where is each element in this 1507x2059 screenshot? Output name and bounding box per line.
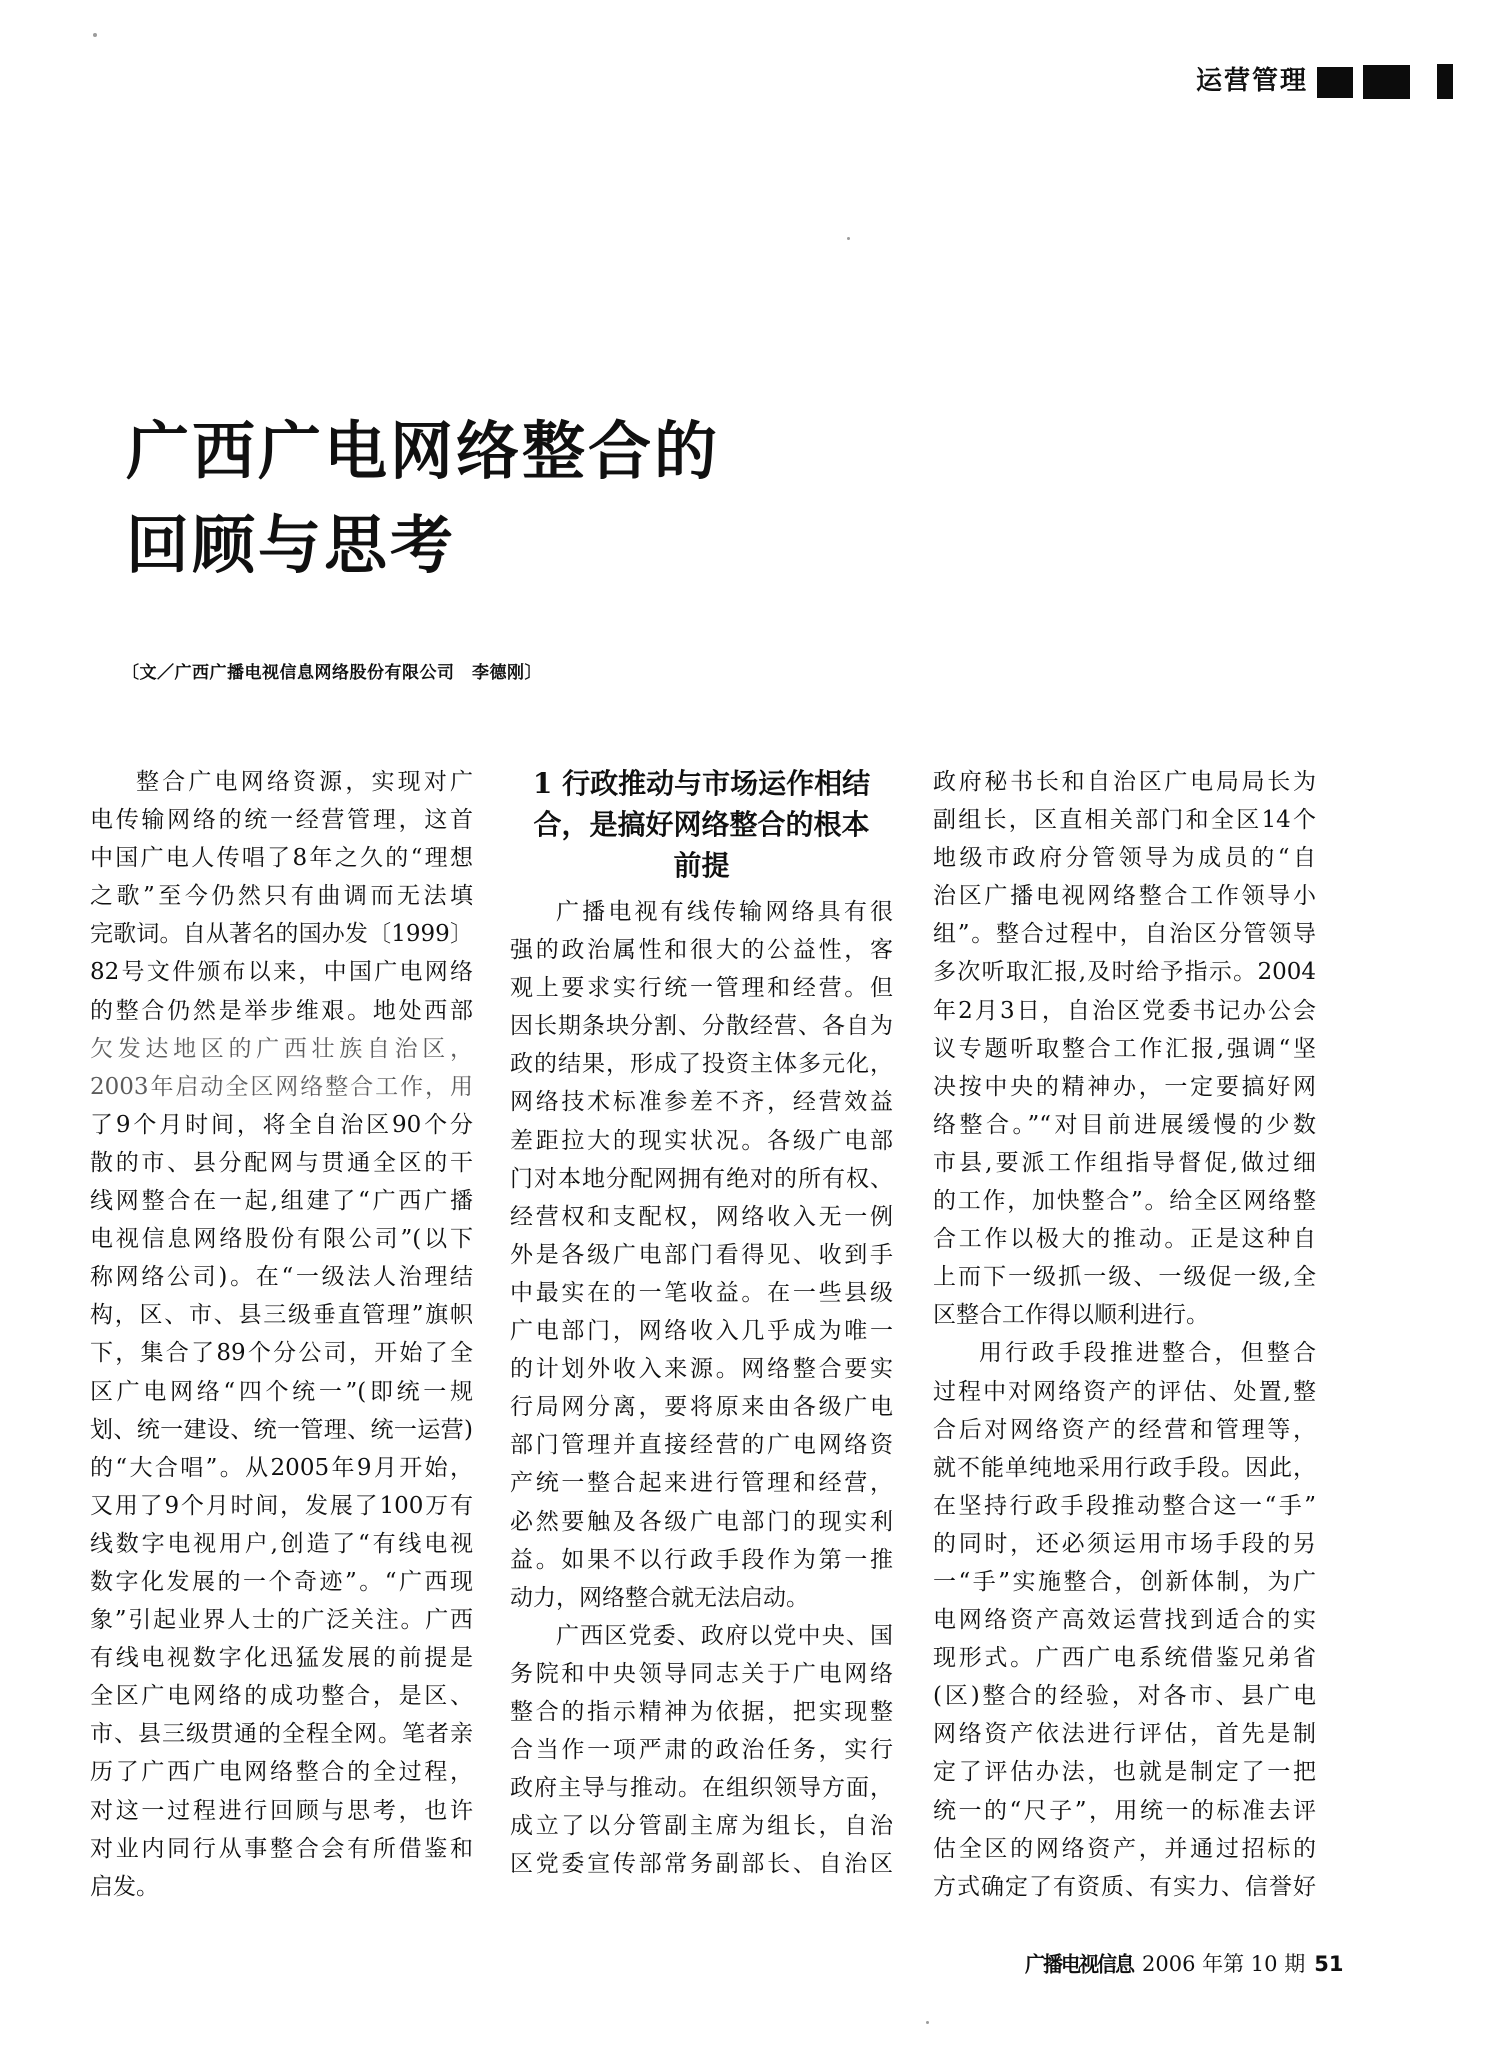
journal-logo: 广播电视信息 xyxy=(1025,1951,1133,1977)
text-line: 年2月3日，自治区党委书记办公会 xyxy=(933,997,1316,1024)
byline: 〔文／广西广播电视信息网络股份有限公司 李德刚〕 xyxy=(122,663,542,683)
text-line: 方式确定了有资质、有实力、信誉好 xyxy=(933,1873,1316,1900)
text-line: 治区广播电视网络整合工作领导小 xyxy=(933,883,1316,910)
text-line: 数字化发展的一个奇迹”。“广西现 xyxy=(90,1568,473,1595)
section-heading-line: 合，是搞好网络整合的根本 xyxy=(533,808,870,841)
text-line: 用行政手段推进整合，但整合 xyxy=(979,1340,1316,1367)
text-line: 广电部门，网络收入几乎成为唯一 xyxy=(510,1318,893,1345)
text-line: 线数字电视用户,创造了“有线电视 xyxy=(90,1530,473,1557)
article-title-line2: 回顾与思考 xyxy=(126,508,456,582)
text-line: 定了评估办法，也就是制定了一把 xyxy=(933,1759,1316,1786)
text-line: 经营权和支配权，网络收入无一例 xyxy=(510,1203,893,1230)
text-line: 外是各级广电部门看得见、收到手 xyxy=(510,1241,893,1268)
text-line: 强的政治属性和很大的公益性，客 xyxy=(510,937,893,964)
text-line: 合工作以极大的推动。正是这种自 xyxy=(933,1226,1316,1253)
text-line: 对这一过程进行回顾与思考，也许 xyxy=(90,1797,473,1824)
scan-speck xyxy=(93,33,97,37)
scan-speck xyxy=(847,237,850,240)
text-line: 一“手”实施整合，创新体制，为广 xyxy=(933,1568,1316,1595)
text-line: 对业内同行从事整合会有所借鉴和 xyxy=(90,1835,473,1862)
text-line: 络整合。”“对目前进展缓慢的少数 xyxy=(933,1111,1316,1138)
text-line: 现形式。广西广电系统借鉴兄弟省 xyxy=(933,1645,1316,1672)
page-number: 51 xyxy=(1314,1952,1344,1976)
text-line: 行局网分离，要将原来由各级广电 xyxy=(510,1394,893,1421)
header-decor-square-1 xyxy=(1317,67,1353,98)
text-line: 的同时，还必须运用市场手段的另 xyxy=(933,1530,1316,1557)
text-line: 之歌”至今仍然只有曲调而无法填 xyxy=(90,883,473,910)
text-line: 2003年启动全区网络整合工作，用 xyxy=(90,1073,473,1100)
section-label: 运营管理 xyxy=(1196,66,1309,96)
text-line: 估全区的网络资产，并通过招标的 xyxy=(933,1835,1316,1862)
text-line: 市县,要派工作组指导督促,做过细 xyxy=(933,1149,1316,1176)
text-line: 统一的“尺子”，用统一的标准去评 xyxy=(933,1797,1316,1824)
page-footer xyxy=(1025,1948,1343,1978)
text-line: 的“大合唱”。从2005年9月开始， xyxy=(90,1454,473,1481)
text-line: 区党委宣传部常务副部长、自治区 xyxy=(510,1851,893,1878)
text-line: 中最实在的一笔收益。在一些县级 xyxy=(510,1279,893,1306)
text-line: 门对本地分配网拥有绝对的所有权、 xyxy=(510,1165,893,1192)
header-decor-square-2 xyxy=(1363,65,1410,99)
text-line: 成立了以分管副主席为组长，自治 xyxy=(510,1813,893,1840)
issue-text: 2006 年第 10 期 xyxy=(1142,1952,1306,1976)
text-line: 地级市政府分管领导为成员的“自 xyxy=(933,845,1316,872)
text-line: 构，区、市、县三级垂直管理”旗帜 xyxy=(90,1302,473,1329)
text-line: 市、县三级贯通的全程全网。笔者亲 xyxy=(90,1721,473,1748)
text-line: 合后对网络资产的经营和管理等， xyxy=(933,1416,1316,1443)
text-line: 又用了9个月时间，发展了100万有 xyxy=(90,1492,473,1519)
text-line: 整合的指示精神为依据，把实现整 xyxy=(510,1698,893,1725)
text-line: 称网络公司)。在“一级法人治理结 xyxy=(90,1264,473,1291)
text-line: 散的市、县分配网与贯通全区的干 xyxy=(90,1149,473,1176)
header-decor-bar xyxy=(1437,64,1453,99)
article-title xyxy=(126,404,720,592)
section-heading-line: 1 行政推动与市场运作相结 xyxy=(532,767,871,800)
text-line: 组”。整合过程中，自治区分管领导 xyxy=(933,921,1316,948)
text-line: 因长期条块分割、分散经营、各自为 xyxy=(510,1013,893,1040)
text-line: 电传输网络的统一经营管理，这首 xyxy=(90,807,473,834)
text-line: 政的结果，形成了投资主体多元化， xyxy=(510,1051,893,1078)
text-line: 多次听取汇报,及时给予指示。2004 xyxy=(933,959,1316,986)
text-line: 广播电视有线传输网络具有很 xyxy=(556,899,893,925)
text-line: 益。如果不以行政手段作为第一推 xyxy=(510,1546,893,1573)
text-line: 82号文件颁布以来，中国广电网络 xyxy=(90,959,473,986)
text-line: 整合广电网络资源，实现对广 xyxy=(136,769,473,795)
scan-speck xyxy=(926,2021,929,2024)
text-line: 产统一整合起来进行管理和经营， xyxy=(510,1470,893,1497)
text-line: 有线电视数字化迅猛发展的前提是 xyxy=(90,1645,473,1672)
text-line: 欠发达地区的广西壮族自治区， xyxy=(90,1035,473,1062)
section-heading xyxy=(510,763,893,886)
text-line: 划、统一建设、统一管理、统一运营) xyxy=(90,1416,473,1443)
text-line: 必然要触及各级广电部门的现实利 xyxy=(510,1508,893,1535)
text-line: 象”引起业界人士的广泛关注。广西 xyxy=(90,1607,473,1634)
text-line: 的工作，加快整合”。给全区网络整 xyxy=(933,1188,1316,1215)
text-line: 线网整合在一起,组建了“广西广播 xyxy=(90,1188,473,1215)
text-line: 政府主导与推动。在组织领导方面， xyxy=(510,1775,893,1802)
text-column-3 xyxy=(933,763,1316,1906)
text-line: 电视信息网络股份有限公司”(以下 xyxy=(90,1226,473,1253)
text-line: 广西区党委、政府以党中央、国 xyxy=(556,1622,893,1649)
section-heading-line: 前提 xyxy=(673,849,730,882)
text-line: 区广电网络“四个统一”(即统一规 xyxy=(90,1378,473,1405)
text-line: 了9个月时间，将全自治区90个分 xyxy=(90,1111,473,1138)
text-column-2-body xyxy=(510,893,893,1883)
text-line: 网络技术标准参差不齐，经营效益 xyxy=(510,1089,893,1116)
text-line: 过程中对网络资产的评估、处置,整 xyxy=(933,1378,1316,1405)
text-line: 决按中央的精神办，一定要搞好网 xyxy=(933,1073,1316,1100)
text-line: 的计划外收入来源。网络整合要实 xyxy=(510,1356,893,1383)
text-line: 的整合仍然是举步维艰。地处西部 xyxy=(90,997,473,1024)
text-line: 就不能单纯地采用行政手段。因此， xyxy=(933,1454,1316,1481)
text-line: (区)整合的经验，对各市、县广电 xyxy=(933,1683,1316,1710)
text-line: 区整合工作得以顺利进行。 xyxy=(933,1302,1209,1329)
text-line: 启发。 xyxy=(90,1873,159,1900)
article-title-line1: 广西广电网络整合的 xyxy=(126,414,720,488)
text-line: 在坚持行政手段推动整合这一“手” xyxy=(933,1492,1316,1519)
text-line: 历了广西广电网络整合的全过程， xyxy=(90,1759,473,1786)
text-line: 议专题听取整合工作汇报,强调“坚 xyxy=(933,1035,1316,1062)
text-line: 合当作一项严肃的政治任务，实行 xyxy=(510,1737,893,1764)
text-line: 务院和中央领导同志关于广电网络 xyxy=(510,1660,893,1687)
text-line: 完歌词。自从著名的国办发〔1999〕 xyxy=(90,921,473,948)
text-column-2 xyxy=(510,763,893,1883)
text-line: 观上要求实行统一管理和经营。但 xyxy=(510,975,893,1002)
text-line: 政府秘书长和自治区广电局局长为 xyxy=(933,769,1316,795)
text-column-1 xyxy=(90,763,473,1906)
text-line: 电网络资产高效运营找到适合的实 xyxy=(933,1607,1316,1634)
text-line: 网络资产依法进行评估，首先是制 xyxy=(933,1721,1316,1748)
text-line: 差距拉大的现实状况。各级广电部 xyxy=(510,1127,893,1154)
text-line: 上而下一级抓一级、一级促一级,全 xyxy=(933,1264,1316,1291)
text-line: 副组长，区直相关部门和全区14个 xyxy=(933,807,1316,834)
text-line: 下，集合了89个分公司，开始了全 xyxy=(90,1340,473,1367)
text-line: 部门管理并直接经营的广电网络资 xyxy=(510,1432,893,1459)
text-line: 全区广电网络的成功整合，是区、 xyxy=(90,1683,473,1710)
text-line: 中国广电人传唱了8年之久的“理想 xyxy=(90,845,473,872)
text-line: 动力，网络整合就无法启动。 xyxy=(510,1584,809,1611)
